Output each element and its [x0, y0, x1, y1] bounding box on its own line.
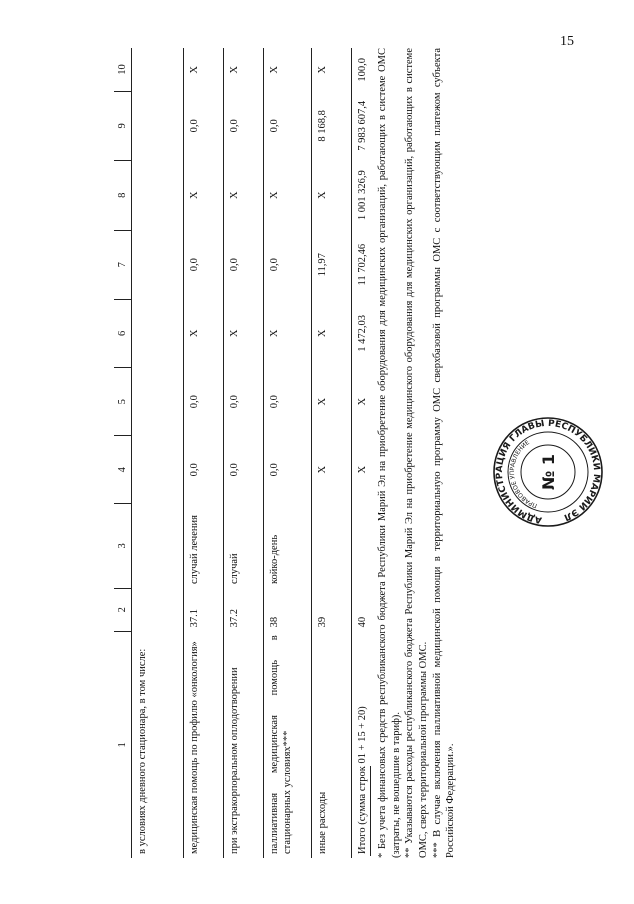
finance-table [114, 48, 388, 858]
cell-col5: X [357, 397, 369, 406]
page-number: 15 [560, 34, 574, 49]
row-code: 37.1 [184, 588, 224, 631]
cell-col4: X [357, 465, 369, 474]
footnote-2: ** Указываются расходы республиканского бюджета Республики Марий Эл на приобретение медицинского оборудования для медицинских организаций, работающих в системе ОМС, сверх территориальной программы ОМС. [404, 48, 429, 858]
cell-col8: X [184, 160, 224, 230]
cell-col7: 0,0 [224, 230, 264, 299]
cell-col7: 11 702,46 [357, 243, 369, 286]
rotated-page-content [114, 48, 604, 858]
table-row [312, 48, 352, 858]
col-header-4: 4 [114, 436, 132, 504]
cell-col4: X [312, 436, 352, 504]
row-name: Итого (сумма строк 01 + 15 + 20) [357, 706, 369, 854]
cell-col7: 0,0 [264, 230, 312, 299]
stamp-number: № 1 [539, 454, 558, 490]
table-row [264, 48, 312, 858]
cell-col4: 0,0 [184, 436, 224, 504]
table-header-row [114, 48, 132, 858]
col-header-9: 9 [114, 92, 132, 160]
cell-col5: 0,0 [264, 368, 312, 436]
cell-col7: 11,97 [312, 230, 352, 299]
cell-col5: 0,0 [224, 368, 264, 436]
cell-col10: X [264, 48, 312, 92]
table-row [132, 48, 184, 858]
cell-col4: 0,0 [224, 436, 264, 504]
cell-col7 [132, 230, 184, 299]
table-row [184, 48, 224, 858]
cell-col6 [132, 299, 184, 368]
footnote-divider [370, 766, 371, 856]
cell-col7: 0,0 [184, 230, 224, 299]
row-unit: случай лечения [184, 504, 224, 588]
table-row [224, 48, 264, 858]
footnote-3: *** В случае включения паллиативной медицинской помощи в территориальную программу ОМС сверхбазовой программы ОМС с соответствующим платежом субъекта Российской Федерации.». [431, 48, 457, 858]
cell-col10 [132, 48, 184, 92]
col-header-8: 8 [114, 160, 132, 230]
cell-col4 [132, 436, 184, 504]
row-code: 39 [312, 588, 352, 631]
cell-col8: 1 001 326,9 [357, 170, 369, 221]
cell-col10: X [312, 48, 352, 92]
cell-col5: 0,0 [184, 368, 224, 436]
row-unit [132, 504, 184, 588]
row-name: при экстракорпоральном оплодотворении [224, 631, 264, 858]
row-code: 37.2 [224, 588, 264, 631]
cell-col6: X [264, 299, 312, 368]
official-seal-stamp [492, 416, 604, 528]
cell-col8: X [264, 160, 312, 230]
cell-col8 [132, 160, 184, 230]
cell-col10: X [184, 48, 224, 92]
cell-col9: 0,0 [264, 92, 312, 160]
stamp-inner-text: ПРАВОВОЕ УПРАВЛЕНИЕ [508, 439, 539, 510]
cell-col4: 0,0 [264, 436, 312, 504]
stamp-outer-text: АДМИНИСТРАЦИЯ ГЛАВЫ РЕСПУБЛИКИ МАРИЙ ЭЛ [494, 418, 602, 525]
row-name: паллиативная медицинская помощь в стационарных условиях*** [264, 631, 312, 858]
col-header-10: 10 [114, 48, 132, 92]
cell-col9: 0,0 [184, 92, 224, 160]
cell-col10: X [224, 48, 264, 92]
cell-col9 [132, 92, 184, 160]
footnote-1: * Без учета финансовых средств республиканского бюджета Республики Марий Эл на приобретение оборудования для медицинских организаций, работающих в системе ОМС (затраты, не вошедшие в тариф). [377, 48, 402, 858]
col-header-2: 2 [114, 588, 132, 631]
col-header-5: 5 [114, 368, 132, 436]
cell-col6: X [224, 299, 264, 368]
cell-col8: X [312, 160, 352, 230]
cell-col9: 7 983 607,4 [357, 100, 369, 151]
row-name: медицинская помощь по профилю «онкология» [184, 631, 224, 858]
row-name: в условиях дневного стационара, в том числе: [132, 631, 184, 858]
cell-col5: X [312, 368, 352, 436]
row-name: иные расходы [312, 631, 352, 858]
cell-col6: 1 472,03 [357, 315, 369, 352]
col-header-7: 7 [114, 230, 132, 299]
cell-col6: X [184, 299, 224, 368]
cell-col9: 8 168,8 [312, 92, 352, 160]
row-unit: случай [224, 504, 264, 588]
cell-col10: 100,0 [357, 57, 369, 82]
col-header-1: 1 [114, 631, 132, 858]
cell-col9: 0,0 [224, 92, 264, 160]
cell-col5 [132, 368, 184, 436]
row-unit [312, 504, 352, 588]
col-header-3: 3 [114, 504, 132, 588]
cell-col8: X [224, 160, 264, 230]
col-header-6: 6 [114, 299, 132, 368]
row-unit: койко-день [264, 504, 312, 588]
row-code [132, 588, 184, 631]
cell-col6: X [312, 299, 352, 368]
footnotes [376, 48, 458, 858]
row-code: 38 [264, 588, 312, 631]
row-code: 40 [357, 616, 369, 628]
